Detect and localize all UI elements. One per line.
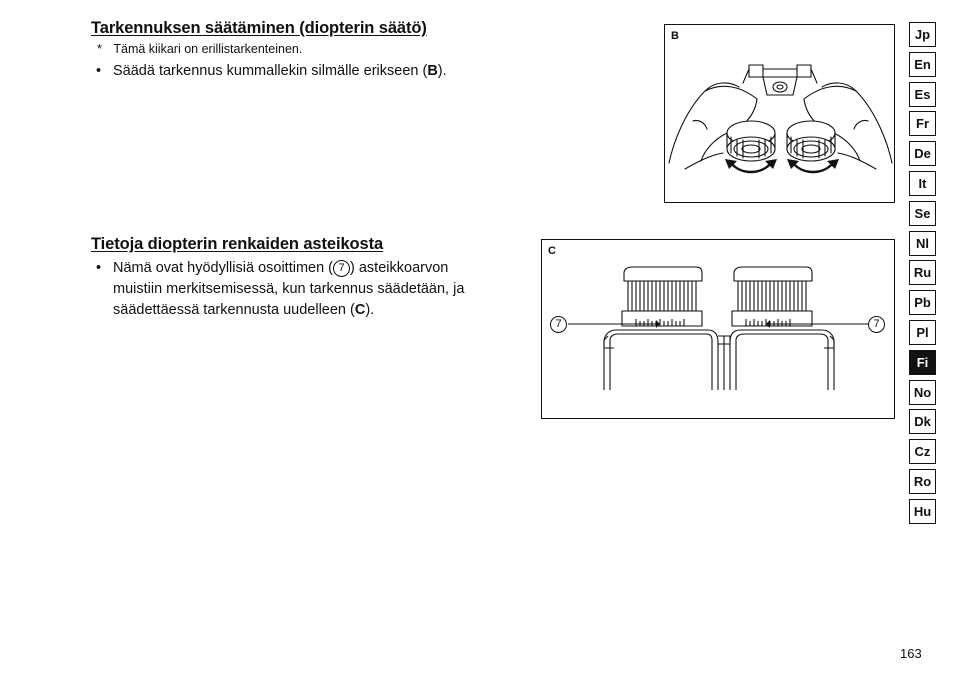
page-number: 163: [900, 646, 922, 661]
language-tab-no[interactable]: No: [909, 380, 936, 405]
bullet-text: Säädä tarkennus kummallekin silmälle erikseen (: [113, 63, 428, 79]
language-tab-ru[interactable]: Ru: [909, 260, 936, 285]
footnote-star: *: [97, 42, 102, 56]
language-tab-jp[interactable]: Jp: [909, 22, 936, 47]
bullet-symbol: •: [96, 260, 102, 276]
language-index: [909, 22, 936, 529]
figure-ref-b: B: [427, 63, 438, 79]
footnote: [97, 42, 302, 56]
section-heading-diopter-adjustment: Tarkennuksen säätäminen (diopterin säätö): [91, 19, 427, 37]
language-tab-hu[interactable]: Hu: [909, 499, 936, 524]
section-heading-diopter-scale: Tietoja diopterin renkaiden asteikosta: [91, 235, 384, 253]
language-tab-ro[interactable]: Ro: [909, 469, 936, 494]
language-tab-se[interactable]: Se: [909, 201, 936, 226]
language-tab-pl[interactable]: Pl: [909, 320, 936, 345]
language-tab-fi[interactable]: Fi: [909, 350, 936, 375]
language-tab-en[interactable]: En: [909, 52, 936, 77]
callout-7-right: 7: [868, 316, 885, 333]
bullet-line-3: säädettäessä tarkennusta uudelleen (C).: [113, 302, 375, 318]
language-tab-pb[interactable]: Pb: [909, 290, 936, 315]
language-tab-dk[interactable]: Dk: [909, 409, 936, 434]
callout-7: 7: [333, 260, 350, 277]
footnote-text: Tämä kiikari on erillistarkenteinen.: [113, 42, 303, 56]
figure-label-c: C: [548, 245, 556, 257]
bullet-end: ).: [437, 63, 447, 79]
language-tab-es[interactable]: Es: [909, 82, 936, 107]
language-tab-cz[interactable]: Cz: [909, 439, 936, 464]
binocular-hands-illustration: [665, 25, 896, 204]
bullet-symbol: •: [96, 63, 102, 79]
diopter-scale-illustration: [542, 240, 896, 420]
bullet-line-1: Nämä ovat hyödyllisiä osoittimen ( 7 ) asteikkoarvon: [113, 260, 449, 276]
figure-label-b: B: [671, 30, 679, 42]
bullet-line-2: muistiin merkitsemisessä, kun tarkennus säädetään, ja: [113, 281, 465, 297]
callout-7-left: 7: [550, 316, 567, 333]
language-tab-fr[interactable]: Fr: [909, 111, 936, 136]
figure-b-hands-adjusting-eyepieces: [664, 24, 895, 203]
language-tab-de[interactable]: De: [909, 141, 936, 166]
figure-ref-c: C: [354, 302, 366, 318]
language-tab-nl[interactable]: Nl: [909, 231, 936, 256]
figure-c-diopter-scale: [541, 239, 895, 419]
language-tab-it[interactable]: It: [909, 171, 936, 196]
